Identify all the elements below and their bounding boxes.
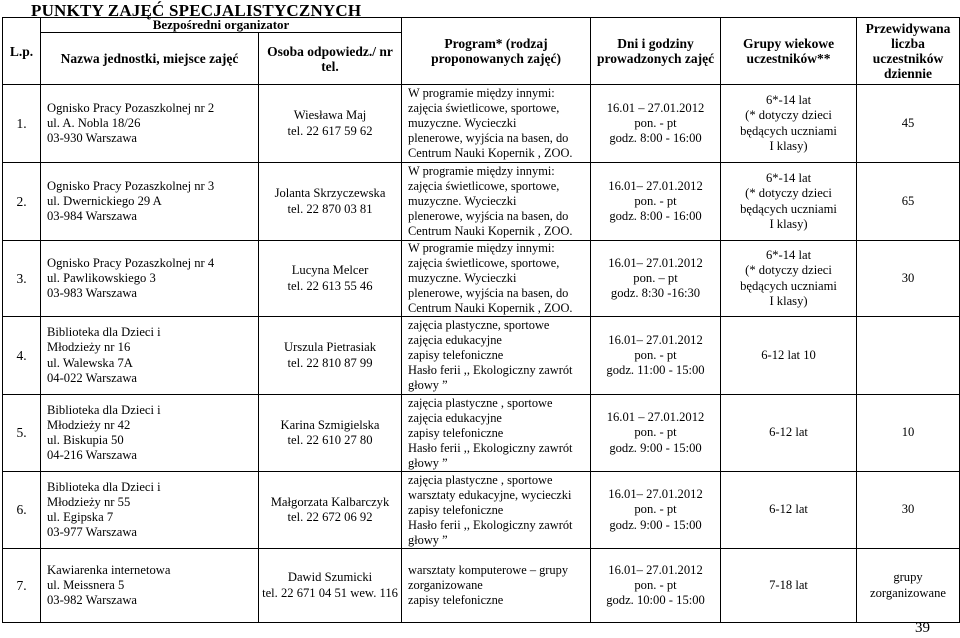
groups-line: będących uczniami	[740, 278, 837, 293]
person-line: Urszula Pietrasiak	[284, 340, 376, 355]
program-line: zajęcia edukacyjne	[408, 333, 502, 347]
days-line: godz. 8:30 -16:30	[610, 286, 701, 301]
person-line: tel. 22 617 59 62	[287, 123, 373, 138]
table-row	[3, 241, 960, 317]
row-program	[402, 85, 591, 163]
program-line: zorganizowane	[408, 578, 483, 592]
row-program	[402, 395, 591, 472]
row-person	[259, 241, 402, 317]
table-body	[3, 85, 960, 623]
table-row	[3, 85, 960, 163]
person-line: Lucyna Melcer	[291, 263, 369, 278]
program-line: głowy ”	[408, 532, 448, 547]
groups-line: (* dotyczy dzieci	[745, 108, 832, 123]
days-line: pon. – pt	[633, 270, 678, 285]
program-line: głowy ”	[408, 378, 448, 392]
unit-line: Ognisko Pracy Pozaszkolnej nr 2	[47, 100, 215, 115]
row-days	[591, 241, 721, 317]
row-lp: 1.	[3, 85, 41, 163]
program-line: Hasło ferii ,, Ekologiczny zawrót	[408, 517, 573, 532]
program-line: Centrum Nauki Kopernik , ZOO.	[408, 146, 573, 160]
unit-line: Młodzieży nr 42	[47, 417, 131, 432]
person-line: Jolanta Skrzyczewska	[274, 186, 386, 201]
days-line: godz. 9:00 - 15:00	[609, 440, 702, 455]
program-line: W programie między innymi:	[408, 164, 555, 178]
program-line: zajęcia świetlicowe, sportowe,	[408, 256, 560, 270]
unit-line: ul. Walewska 7A	[47, 355, 133, 370]
unit-line: Ognisko Pracy Pozaszkolnej nr 4	[47, 255, 215, 270]
row-groups	[721, 241, 857, 317]
days-line: godz. 8:00 - 16:00	[609, 209, 702, 224]
days-line: 16.01– 27.01.2012	[608, 332, 703, 347]
person-line: tel. 22 672 06 92	[287, 510, 373, 524]
program-line: zapisy telefoniczne	[408, 425, 504, 440]
row-days	[591, 317, 721, 395]
table-row	[3, 472, 960, 549]
days-line: 16.01 – 27.01.2012	[606, 100, 705, 115]
groups-line: I klasy)	[769, 138, 808, 153]
days-line: pon. - pt	[634, 347, 677, 362]
row-program	[402, 472, 591, 549]
unit-line: 04-022 Warszawa	[47, 370, 138, 385]
row-count: 30	[857, 241, 960, 317]
table-row	[3, 317, 960, 395]
row-lp: 5.	[3, 395, 41, 472]
row-unit	[41, 317, 259, 395]
table-row	[3, 395, 960, 472]
row-count: 10	[857, 395, 960, 472]
unit-line: Biblioteka dla Dzieci i	[47, 402, 161, 417]
days-line: pon. - pt	[634, 577, 677, 592]
program-line: W programie między innymi:	[408, 241, 555, 255]
row-person	[259, 395, 402, 472]
row-person	[259, 549, 402, 623]
header-count: Przewidywana liczba uczestników dziennie	[857, 18, 960, 85]
unit-line: Biblioteka dla Dzieci i	[47, 479, 161, 494]
header-groups: Grupy wiekowe uczestników**	[721, 18, 857, 85]
program-line: Centrum Nauki Kopernik , ZOO.	[408, 301, 573, 315]
groups-line: (* dotyczy dzieci	[745, 186, 832, 201]
unit-line: ul. Egipska 7	[47, 510, 114, 524]
groups-line: 6*-14 lat	[765, 93, 812, 108]
unit-line: 04-216 Warszawa	[47, 448, 138, 463]
table-row	[3, 163, 960, 241]
program-line: zapisy telefoniczne	[408, 502, 504, 517]
unit-line: 03-977 Warszawa	[47, 525, 138, 540]
unit-line: Kawiarenka internetowa	[47, 562, 171, 577]
unit-line: 03-982 Warszawa	[47, 593, 138, 608]
row-lp: 2.	[3, 163, 41, 241]
days-line: 16.01 – 27.01.2012	[606, 410, 705, 425]
row-program	[402, 241, 591, 317]
program-line: Hasło ferii ,, Ekologiczny zawrót	[408, 440, 573, 455]
days-line: godz. 8:00 - 16:00	[609, 131, 702, 146]
groups-line: I klasy)	[769, 293, 808, 308]
header-lp: L.p.	[3, 18, 41, 85]
activities-table	[2, 17, 960, 623]
row-groups	[721, 85, 857, 163]
row-groups	[721, 163, 857, 241]
program-line: warsztaty edukacyjne, wycieczki	[408, 487, 572, 502]
groups-line: (* dotyczy dzieci	[745, 263, 832, 278]
table-row	[3, 549, 960, 623]
program-line: muzyczne. Wycieczki	[408, 194, 517, 208]
days-line: 16.01– 27.01.2012	[608, 487, 703, 502]
program-line: głowy ”	[408, 455, 448, 470]
row-unit	[41, 85, 259, 163]
groups-line: I klasy)	[769, 216, 808, 231]
row-count: 45	[857, 85, 960, 163]
header-days: Dni i godziny prowadzonych zajęć	[591, 18, 721, 85]
person-line: tel. 22 810 87 99	[287, 355, 373, 370]
program-line: zajęcia plastyczne , sportowe	[408, 472, 553, 487]
program-line: plenerowe, wyjścia na basen, do	[408, 209, 569, 223]
days-line: godz. 10:00 - 15:00	[606, 593, 705, 608]
row-days	[591, 163, 721, 241]
unit-line: Ognisko Pracy Pozaszkolnej nr 3	[47, 178, 215, 193]
groups-line: będących uczniami	[740, 123, 837, 138]
program-line: zajęcia edukacyjne	[408, 410, 502, 425]
unit-line: 03-983 Warszawa	[47, 286, 138, 301]
unit-line: Młodzieży nr 55	[47, 494, 131, 509]
program-line: muzyczne. Wycieczki	[408, 271, 517, 285]
days-line: 16.01– 27.01.2012	[608, 255, 703, 270]
page-title: PUNKTY ZAJĘĆ SPECJALISTYCZNYCH	[31, 1, 362, 20]
groups-line: 6-12 lat	[769, 425, 808, 440]
row-count: 65	[857, 163, 960, 241]
person-line: Wiesława Maj	[293, 108, 367, 123]
program-line: zajęcia świetlicowe, sportowe,	[408, 101, 560, 115]
program-line: W programie między innymi:	[408, 86, 555, 100]
row-lp: 6.	[3, 472, 41, 549]
days-line: 16.01– 27.01.2012	[608, 562, 703, 577]
program-line: plenerowe, wyjścia na basen, do	[408, 286, 569, 300]
header-program: Program* (rodzaj proponowanych zajęć)	[402, 18, 591, 85]
header-organizer-group: Bezpośredni organizator	[41, 18, 402, 33]
program-line: plenerowe, wyjścia na basen, do	[408, 131, 569, 145]
program-line: Hasło ferii ,, Ekologiczny zawrót	[408, 363, 573, 377]
row-days	[591, 472, 721, 549]
days-line: pon. - pt	[634, 193, 677, 208]
person-line: tel. 22 671 04 51 wew. 116	[262, 585, 398, 600]
row-program	[402, 163, 591, 241]
row-program	[402, 317, 591, 395]
row-lp: 7.	[3, 549, 41, 623]
unit-line: 03-930 Warszawa	[47, 131, 138, 146]
unit-line: ul. Pawlikowskiego 3	[47, 270, 156, 285]
program-line: zajęcia świetlicowe, sportowe,	[408, 179, 560, 193]
unit-line: ul. Meissnera 5	[47, 577, 125, 592]
row-groups	[721, 395, 857, 472]
row-unit	[41, 163, 259, 241]
groups-line: 6*-14 lat	[765, 171, 812, 186]
unit-line: Biblioteka dla Dzieci i	[47, 325, 161, 340]
days-line: godz. 11:00 - 15:00	[606, 363, 705, 378]
row-program	[402, 549, 591, 623]
groups-line: 6-12 lat	[769, 502, 808, 517]
header-person: Osoba odpowiedz./ nr tel.	[259, 33, 402, 85]
program-line: zapisy telefoniczne	[408, 593, 504, 607]
row-count: grupy zorganizowane	[857, 549, 960, 623]
person-line: Karina Szmigielska	[280, 417, 380, 432]
person-line: tel. 22 613 55 46	[287, 278, 373, 293]
days-line: pon. - pt	[634, 425, 677, 440]
row-groups	[721, 549, 857, 623]
row-person	[259, 472, 402, 549]
row-days	[591, 549, 721, 623]
unit-line: ul. Biskupia 50	[47, 433, 124, 447]
days-line: pon. - pt	[634, 502, 677, 517]
program-line: zapisy telefoniczne	[408, 348, 504, 362]
program-line: Centrum Nauki Kopernik , ZOO.	[408, 224, 573, 238]
person-line: Małgorzata Kalbarczyk	[270, 494, 390, 509]
unit-line: Młodzieży nr 16	[47, 340, 131, 355]
person-line: tel. 22 610 27 80	[287, 433, 373, 447]
program-line: warsztaty komputerowe – grupy	[408, 563, 569, 577]
unit-line: ul. A. Nobla 18/26	[47, 115, 141, 130]
person-line: Dawid Szumicki	[287, 570, 373, 585]
groups-line: 6*-14 lat	[765, 248, 812, 263]
unit-line: 03-984 Warszawa	[47, 209, 138, 224]
program-line: zajęcia plastyczne, sportowe	[408, 318, 550, 332]
row-person	[259, 163, 402, 241]
row-lp: 4.	[3, 317, 41, 395]
program-line: zajęcia plastyczne , sportowe	[408, 395, 553, 410]
groups-line: 7-18 lat	[769, 577, 808, 592]
row-groups	[721, 317, 857, 395]
days-line: godz. 9:00 - 15:00	[609, 517, 702, 532]
row-unit	[41, 549, 259, 623]
row-unit	[41, 395, 259, 472]
days-line: 16.01– 27.01.2012	[608, 178, 703, 193]
row-lp: 3.	[3, 241, 41, 317]
row-person	[259, 317, 402, 395]
row-unit	[41, 472, 259, 549]
row-person	[259, 85, 402, 163]
groups-line: 6-12 lat 10	[761, 347, 816, 362]
row-count	[857, 317, 960, 395]
row-days	[591, 395, 721, 472]
row-days	[591, 85, 721, 163]
program-line: muzyczne. Wycieczki	[408, 116, 517, 130]
row-groups	[721, 472, 857, 549]
row-unit	[41, 241, 259, 317]
row-count: 30	[857, 472, 960, 549]
unit-line: ul. Dwernickiego 29 A	[47, 193, 162, 208]
person-line: tel. 22 870 03 81	[287, 201, 373, 216]
page-number: 39	[915, 620, 930, 636]
groups-line: będących uczniami	[740, 201, 837, 216]
header-unit-name: Nazwa jednostki, miejsce zajęć	[41, 33, 259, 85]
days-line: pon. - pt	[634, 115, 677, 130]
